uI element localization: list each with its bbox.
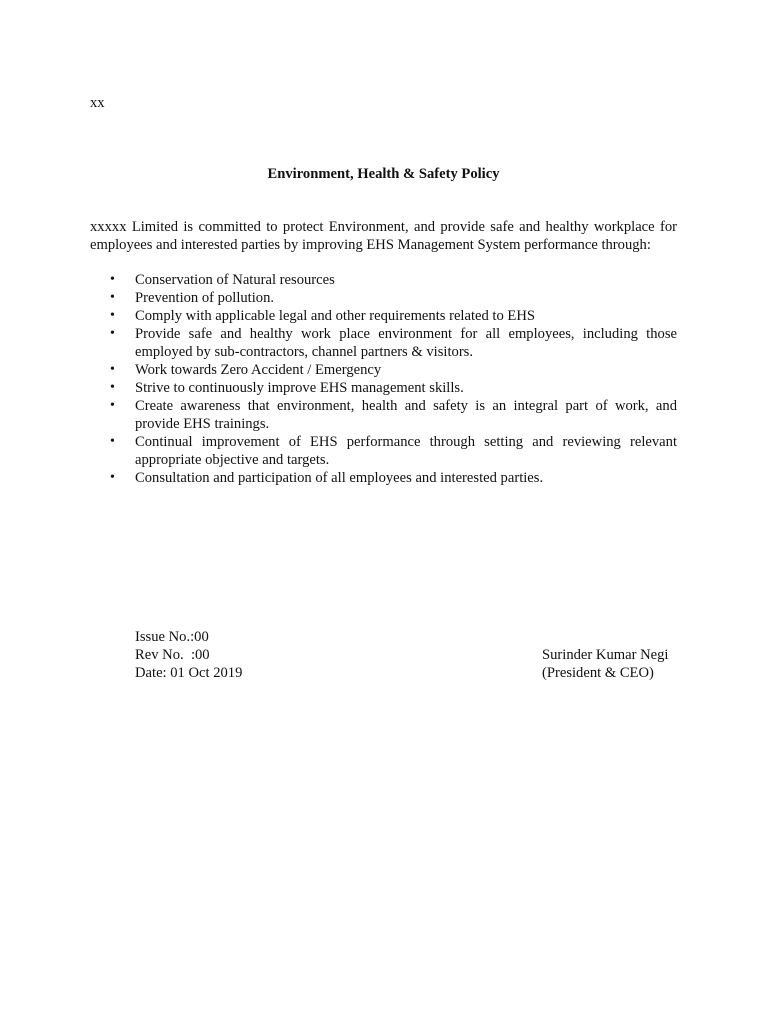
issue-number: Issue No.:00 (135, 629, 209, 645)
list-item (90, 397, 677, 433)
bullet-icon: • (110, 362, 115, 377)
signatory-block (542, 646, 668, 682)
document-meta (135, 628, 242, 682)
bullet-icon: • (110, 434, 115, 449)
list-item-text: Conservation of Natural resources (135, 272, 335, 288)
issue-date: Date: 01 Oct 2019 (135, 665, 243, 681)
policy-list (90, 271, 677, 487)
list-item-text: Consultation and participation of all employees and interested parties. (135, 470, 544, 486)
list-item (90, 271, 677, 289)
list-item-text: Create awareness that environment, health and safety is an integral part of work, and provide EHS trainings. (135, 398, 677, 432)
signatory-title: (President & CEO) (542, 665, 654, 681)
bullet-icon: • (110, 470, 115, 485)
list-item (90, 289, 677, 307)
list-item-text: Strive to continuously improve EHS management skills. (135, 380, 464, 396)
list-item-text: Comply with applicable legal and other requirements related to EHS (135, 308, 535, 324)
list-item (90, 469, 677, 487)
page-title: Environment, Health & Safety Policy (267, 166, 500, 182)
bullet-icon: • (110, 326, 115, 341)
list-item (90, 361, 677, 379)
list-item-text: Provide safe and healthy work place environment for all employees, including those employed by sub-contractors, channel partners & visitors. (135, 326, 677, 360)
list-item-text: Continual improvement of EHS performance through setting and reviewing relevant appropriate objective and targets. (135, 434, 677, 468)
bullet-icon: • (110, 308, 115, 323)
bullet-icon: • (110, 290, 115, 305)
bullet-icon: • (110, 272, 115, 287)
revision-number: Rev No. :00 (135, 647, 210, 663)
header-mark: xx (90, 95, 105, 111)
signatory-name: Surinder Kumar Negi (542, 647, 669, 663)
intro-paragraph: xxxxx Limited is committed to protect Environment, and provide safe and healthy workplace for employees and interested parties by improving EHS Management System performance through: (90, 219, 677, 253)
list-item (90, 325, 677, 361)
list-item (90, 307, 677, 325)
bullet-icon: • (110, 398, 115, 413)
list-item (90, 433, 677, 469)
bullet-icon: • (110, 380, 115, 395)
list-item-text: Prevention of pollution. (135, 290, 275, 306)
list-item-text: Work towards Zero Accident / Emergency (135, 362, 382, 378)
list-item (90, 379, 677, 397)
